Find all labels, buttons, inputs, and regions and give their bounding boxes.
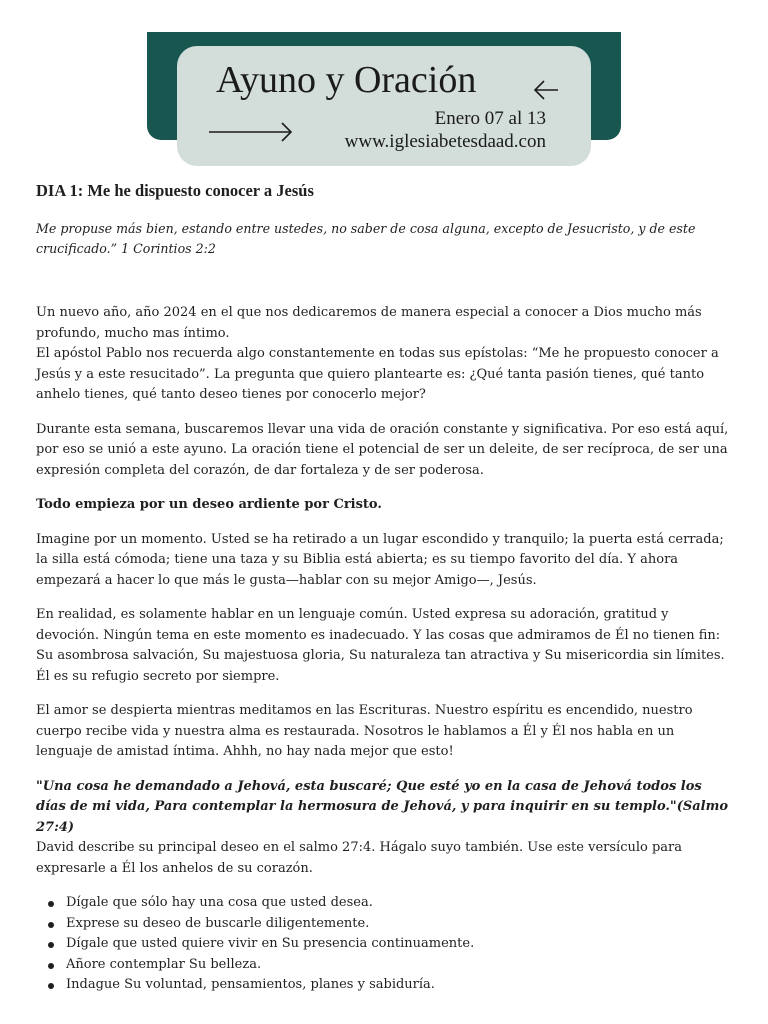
list-item-text: Indague Su voluntad, pensamientos, planes y sabiduría.	[66, 977, 435, 992]
psalm-block	[36, 777, 732, 880]
paragraph-intro	[36, 303, 732, 406]
list-item	[66, 934, 732, 955]
list-item	[66, 914, 732, 935]
list-item	[66, 955, 732, 976]
list-item-text: Dígale que sólo hay una cosa que usted desea.	[66, 895, 373, 910]
paragraph-intro-line-1: Un nuevo año, año 2024 en el que nos dedicaremos de manera especial a conocer a Dios mucho más profundo, mucho mas íntimo.	[36, 305, 702, 341]
bullet-icon	[48, 963, 54, 969]
day-title: DIA 1: Me he dispuesto conocer a Jesús	[36, 181, 314, 200]
paragraph-love: El amor se despierta mientras meditamos en las Escrituras. Nuestro espíritu es encendido, nuestro cuerpo recibe vida y nuestra alma es restaurada. Nosotros le hablamos a Él y Él nos habla en un lenguaje de amistad íntima. Ahhh, no hay nada mejor que esto!	[36, 703, 693, 759]
bullet-icon	[48, 983, 54, 989]
bullet-icon	[48, 922, 54, 928]
arrow-right-icon	[208, 118, 294, 146]
list-item-text: Exprese su deseo de buscarle diligentemente.	[66, 915, 370, 931]
document-body	[36, 181, 732, 996]
paragraph-language: En realidad, es solamente hablar en un lenguaje común. Usted expresa su adoración, gratitud y devoción. Ningún tema en este momento es inadecuado. Y las cosas que admiramos de Él no tienen fin: Su asombrosa salvación, Su majestuosa gloria, Su naturaleza tan atractiva y Su misericordia sin límites. Él es su refugio secreto por siempre.	[36, 607, 725, 684]
arrow-left-icon	[532, 76, 560, 104]
header-website: www.iglesiabetesdaad.con	[344, 131, 546, 152]
page-title: Ayuno y Oración	[216, 59, 477, 101]
opening-verse: Me propuse más bien, estando entre ustedes, no saber de cosa alguna, excepto de Jesucristo, y de este crucificado.” 1 Corintios 2:2	[36, 221, 696, 256]
bullet-list	[36, 893, 732, 996]
psalm-quote: "Una cosa he demandado a Jehová, esta buscaré; Que esté yo en la casa de Jehová todos los días de mi vida, Para contemplar la hermosura de Jehová, y para inquirir en su templo."(Salmo 27:4)	[36, 778, 729, 835]
list-item-text: Dígale que usted quiere vivir en Su presencia continuamente.	[66, 936, 475, 951]
psalm-follow-up: David describe su principal deseo en el salmo 27:4. Hágalo suyo también. Use este versículo para expresarle a Él los anhelos de su corazón.	[36, 840, 682, 876]
list-item-text: Añore contemplar Su belleza.	[66, 956, 262, 972]
bullet-icon	[48, 901, 54, 907]
bullet-icon	[48, 942, 54, 948]
paragraph-bold-statement: Todo empieza por un deseo ardiente por Cristo.	[36, 497, 382, 512]
paragraph-week: Durante esta semana, buscaremos llevar una vida de oración constante y significativa. Por eso está aquí, por eso se unió a este ayuno. La oración tiene el potencial de ser un deleite, de ser recíproca, de ser una expresión completa del corazón, de dar fortaleza y de ser poderosa.	[36, 421, 729, 478]
paragraph-imagine: Imagine por un momento. Usted se ha retirado a un lugar escondido y tranquilo; la puerta está cerrada; la silla está cómoda; tiene una taza y su Biblia está abierta; es su tiempo favorito del día. Y ahora empezará a hacer lo que más le gusta—hablar con su mejor Amigo—, Jesús.	[36, 531, 724, 588]
paragraph-intro-line-2: El apóstol Pablo nos recuerda algo constantemente en todas sus epístolas: “Me he propuesto conocer a Jesús y a este resucitado”. La pregunta que quiero plantearte es: ¿Qué tanta pasión tienes, qué tanto anhelo tienes, qué tanto deseo tienes por conocerlo mejor?	[36, 346, 719, 402]
header-dates: Enero 07 al 13	[434, 108, 546, 129]
list-item	[66, 975, 732, 996]
list-item	[66, 893, 732, 914]
